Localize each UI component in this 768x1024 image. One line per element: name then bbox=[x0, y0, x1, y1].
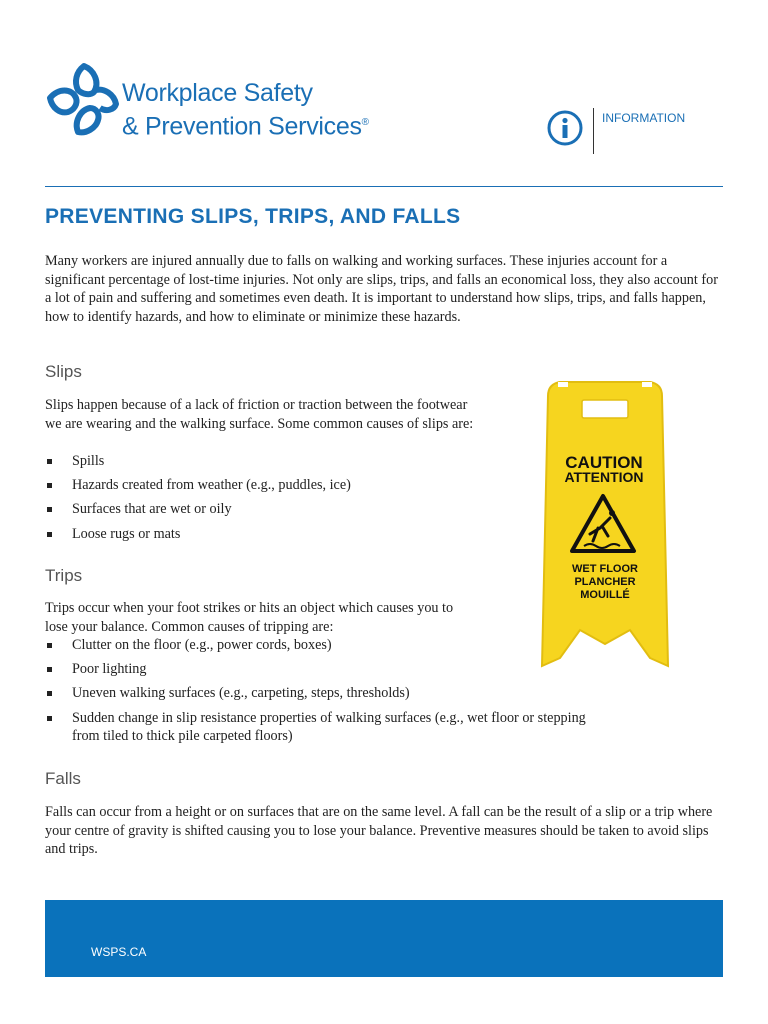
brand-name bbox=[122, 78, 369, 141]
brand-line-1: Workplace Safety bbox=[122, 79, 313, 107]
trips-paragraph: Trips occur when your foot strikes or hits an object which causes you to lose your balance. Common causes of tripping are: bbox=[45, 600, 454, 635]
brand-line-2 bbox=[122, 108, 369, 141]
footer-url-link[interactable]: WSPS.CA bbox=[91, 945, 147, 959]
header-rule bbox=[45, 186, 723, 187]
info-icon bbox=[547, 110, 583, 146]
sign-line-caution: CAUTION bbox=[565, 453, 643, 472]
sign-line-plancher: PLANCHER bbox=[574, 576, 636, 588]
list-item: Poor lighting bbox=[45, 660, 605, 679]
brand-line-2-text: & Prevention Services bbox=[122, 112, 362, 141]
wet-floor-sign-image bbox=[530, 376, 680, 671]
page-title: PREVENTING SLIPS, TRIPS, AND FALLS bbox=[45, 205, 461, 228]
intro-paragraph: Many workers are injured annually due to falls on walking and working surfaces. These injuries account for a significant percentage of lost-time injuries. Not only are slips, trips, and falls an economical loss, they also account for a lot of pain and suffering and sometimes even death. It is important to understand how slips, trips, and falls happen, how to identify hazards, and how to eliminate or minimize these hazards. bbox=[45, 253, 718, 325]
list-item: Surfaces that are wet or oily bbox=[45, 500, 475, 519]
list-item: Uneven walking surfaces (e.g., carpeting, steps, thresholds) bbox=[45, 684, 605, 703]
falls-paragraph: Falls can occur from a height or on surfaces that are on the same level. A fall can be the result of a slip or a trip where your centre of gravity is shifted causing you to lose your balance. Preventive measures should be taken to avoid slips and trips. bbox=[45, 804, 713, 858]
badge-divider bbox=[593, 108, 594, 154]
list-item: Sudden change in slip resistance properties of walking surfaces (e.g., wet floor or stepping from tiled to thick pile carpeted floors) bbox=[45, 709, 605, 746]
sign-line-mouille: MOUILLÉ bbox=[580, 589, 630, 601]
sign-line-attention: ATTENTION bbox=[564, 469, 644, 485]
slips-heading: Slips bbox=[45, 362, 82, 381]
list-item: Spills bbox=[45, 452, 475, 471]
trips-heading: Trips bbox=[45, 566, 83, 585]
wsps-logo-icon bbox=[44, 60, 124, 140]
footer-bar bbox=[45, 900, 723, 977]
slips-paragraph: Slips happen because of a lack of friction or traction between the footwear we are wearing and the walking surface. Some common causes of slips are: bbox=[45, 397, 474, 432]
list-item: Loose rugs or mats bbox=[45, 525, 475, 544]
slips-list bbox=[45, 452, 475, 549]
trips-list bbox=[45, 636, 605, 751]
registered-mark: ® bbox=[361, 117, 369, 128]
sign-line-wet-floor: WET FLOOR bbox=[572, 563, 638, 575]
list-item: Hazards created from weather (e.g., puddles, ice) bbox=[45, 476, 475, 495]
falls-heading: Falls bbox=[45, 769, 81, 788]
information-label: INFORMATION bbox=[602, 111, 686, 125]
list-item: Clutter on the floor (e.g., power cords, boxes) bbox=[45, 636, 605, 655]
